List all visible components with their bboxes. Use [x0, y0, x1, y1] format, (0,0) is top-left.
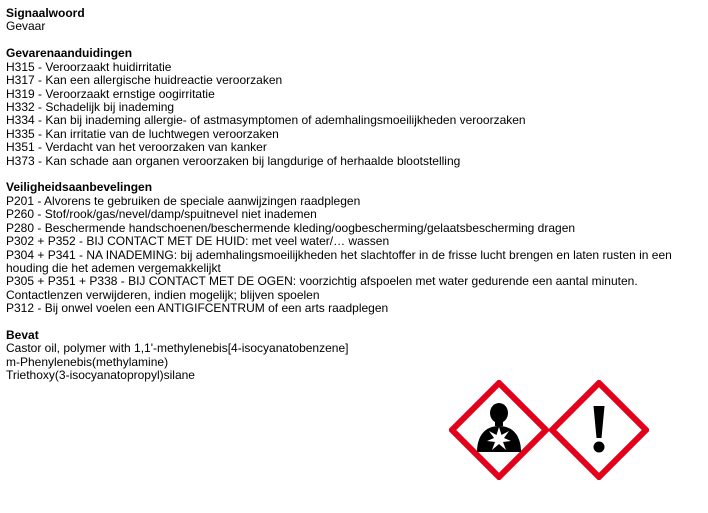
ghs07-exclamation-mark-icon [549, 380, 649, 480]
hazard-statements-section [6, 47, 696, 168]
hazard-statement: H317 - Kan een allergische huidreactie veroorzaken [6, 73, 283, 88]
precautionary-statement: P302 + P352 - BIJ CONTACT MET DE HUID: met veel water/… wassen [6, 234, 390, 249]
hazard-statements-heading: Gevarenaanduidingen [6, 46, 133, 61]
ghs08-health-hazard-icon [449, 380, 549, 480]
precautionary-statements-heading: Veiligheidsaanbevelingen [6, 180, 153, 195]
precautionary-statement: P201 - Alvorens te gebruiken de speciale aanwijzingen raadplegen [6, 193, 361, 208]
hazard-statement: H373 - Kan schade aan organen veroorzaken bij langdurige of herhaalde blootstelling [6, 153, 461, 168]
signal-word-value: Gevaar [6, 19, 46, 34]
contains-heading: Bevat [6, 328, 39, 343]
contains-substance: m-Phenylenebis(methylamine) [6, 354, 169, 369]
signal-word-heading: Signaalwoord [6, 6, 85, 20]
hazard-statement: H335 - Kan irritatie van de luchtwegen veroorzaken [6, 126, 279, 141]
hazard-statement: H332 - Schadelijk bij inademing [6, 99, 175, 114]
hazard-statement: H319 - Veroorzaakt ernstige oogirritatie [6, 86, 215, 101]
contains-substance: Castor oil, polymer with 1,1'-methylenebis[4-isocyanatobenzene] [6, 341, 349, 356]
label-document [6, 7, 696, 396]
contains-substance: Triethoxy(3-isocyanatopropyl)silane [6, 368, 195, 383]
hazard-statement: H334 - Kan bij inademing allergie- of astmasymptomen of ademhalingsmoeilijkheden veroorzaken [6, 113, 526, 128]
precautionary-statement: P260 - Stof/rook/gas/nevel/damp/spuitnevel niet inademen [6, 207, 317, 222]
precautionary-statements-section [6, 181, 696, 315]
hazard-statement: H351 - Verdacht van het veroorzaken van kanker [6, 140, 267, 155]
precautionary-statement: P280 - Beschermende handschoenen/beschermende kleding/oogbescherming/gelaatsbescherming dragen [6, 220, 576, 235]
precautionary-statement: P312 - Bij onwel voelen een ANTIGIFCENTRUM of een arts raadplegen [6, 301, 389, 316]
signal-word-section [6, 7, 696, 34]
precautionary-statement: P305 + P351 + P338 - BIJ CONTACT MET DE OGEN: voorzichtig afspoelen met water gedurende een aantal minuten. Contactlenzen verwijderen, indien mogelijk; blijven spoelen [6, 274, 638, 302]
contains-section [6, 329, 696, 383]
precautionary-statement: P304 + P341 - NA INADEMING: bij ademhalingsmoeilijkheden het slachtoffer in de frisse lucht brengen en laten rusten in een houding die het ademen vergemakkelijkt [6, 247, 672, 275]
hazard-statement: H315 - Veroorzaakt huidirritatie [6, 59, 172, 74]
ghs-pictograms [449, 380, 699, 480]
